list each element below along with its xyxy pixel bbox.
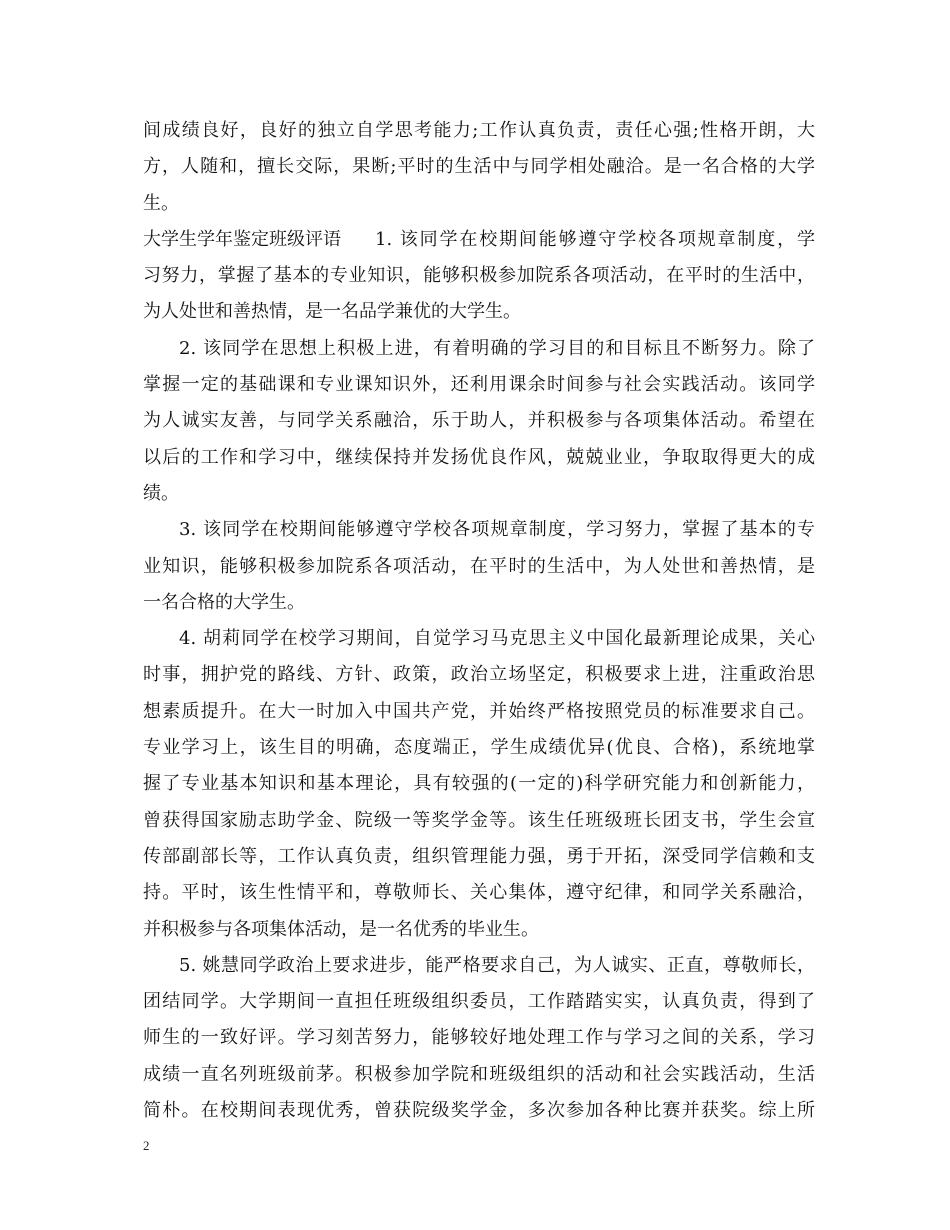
text-line [143,113,815,149]
text-line [143,1020,815,1056]
line-text: 时事，拥护党的路线、方针、政策，政治立场坚定，积极要求上进，注重政治思 [143,664,815,686]
text-line [143,1057,815,1093]
text-line [143,875,815,911]
line-text: 持。平时，该生性情平和，尊敬师长、关心集体，遵守纪律，和同学关系融洽， [143,882,815,904]
line-text: 为人处世和善热情，是一名品学兼优的大学生。 [143,301,521,323]
line-text: 方，人随和，擅长交际，果断;平时的生活中与同学相处融洽。是一名合格的大学 [143,156,815,178]
line-text: 成绩一直名列班级前茅。积极参加学院和班级组织的活动和社会实践活动，生活 [143,1063,815,1085]
line-text: 并积极参与各项集体活动，是一名优秀的毕业生。 [143,918,539,940]
line-text: 习努力，掌握了基本的专业知识，能够积极参加院系各项活动，在平时的生活中， [143,265,815,287]
text-line [143,585,815,621]
text-line [143,694,815,730]
document-body [143,113,815,1129]
line-text: 绩。 [143,482,179,504]
text-line [143,912,815,948]
line-text: 3. 该同学在校期间能够遵守学校各项规章制度，学习努力，掌握了基本的专 [179,519,815,541]
line-text: 业知识，能够积极参加院系各项活动，在平时的生活中，为人处世和善热情，是 [143,555,815,577]
text-line [143,331,815,367]
line-text: 传部副部长等，工作认真负责，组织管理能力强，勇于开拓，深受同学信赖和支 [143,845,815,867]
text-line [143,222,815,258]
line-text: 4. 胡莉同学在校学习期间，自觉学习马克思主义中国化最新理论成果，关心 [179,628,815,650]
text-line [143,948,815,984]
text-line [143,403,815,439]
line-text: 想素质提升。在大一时加入中国共产党，并始终严格按照党员的标准要求自己。 [143,700,815,722]
text-line [143,766,815,802]
text-line [143,730,815,766]
text-line [143,367,815,403]
text-line [143,149,815,185]
section-heading: 大学生学年鉴定班级评语 [143,228,341,250]
text-line [143,549,815,585]
line-text: 团结同学。大学期间一直担任班级组织委员，工作踏踏实实，认真负责，得到了 [143,991,815,1013]
page-number: 2 [143,1138,150,1153]
line-text: 为人诚实友善，与同学关系融洽，乐于助人，并积极参与各项集体活动。希望在 [143,410,815,432]
line-text: 2. 该同学在思想上积极上进，有着明确的学习目的和目标且不断努力。除了 [179,337,815,359]
text-line [143,258,815,294]
line-text: 专业学习上，该生目的明确，态度端正，学生成绩优异(优良、合格)，系统地掌 [143,737,815,759]
line-text: 掌握一定的基础课和专业课知识外，还利用课余时间参与社会实践活动。该同学 [143,374,815,396]
line-text: 以后的工作和学习中，继续保持并发扬优良作风，兢兢业业，争取取得更大的成 [143,446,815,468]
text-line [143,984,815,1020]
line-text: 5. 姚慧同学政治上要求进步，能严格要求自己，为人诚实、正直，尊敬师长， [179,954,815,976]
text-line [143,512,815,548]
line-text: 1. 该同学在校期间能够遵守学校各项规章制度，学 [375,228,815,250]
text-line [143,294,815,330]
text-line [143,1093,815,1129]
line-text: 简朴。在校期间表现优秀，曾获院级奖学金，多次参加各种比赛并获奖。综上所 [143,1100,815,1122]
line-text: 一名合格的大学生。 [143,591,305,613]
line-text: 生。 [143,192,179,214]
text-line [143,839,815,875]
line-text: 师生的一致好评。学习刻苦努力，能够较好地处理工作与学习之间的关系，学习 [143,1027,815,1049]
text-line [143,476,815,512]
text-line [143,621,815,657]
text-line [143,186,815,222]
text-line [143,657,815,693]
line-text: 间成绩良好，良好的独立自学思考能力;工作认真负责，责任心强;性格开朗，大 [143,120,815,141]
line-text: 曾获得国家励志助学金、院级一等奖学金等。该生任班级班长团支书，学生会宣 [143,809,815,831]
line-text: 握了专业基本知识和基本理论，具有较强的(一定的)科学研究能力和创新能力， [143,773,815,795]
text-line [143,803,815,839]
text-line [143,440,815,476]
